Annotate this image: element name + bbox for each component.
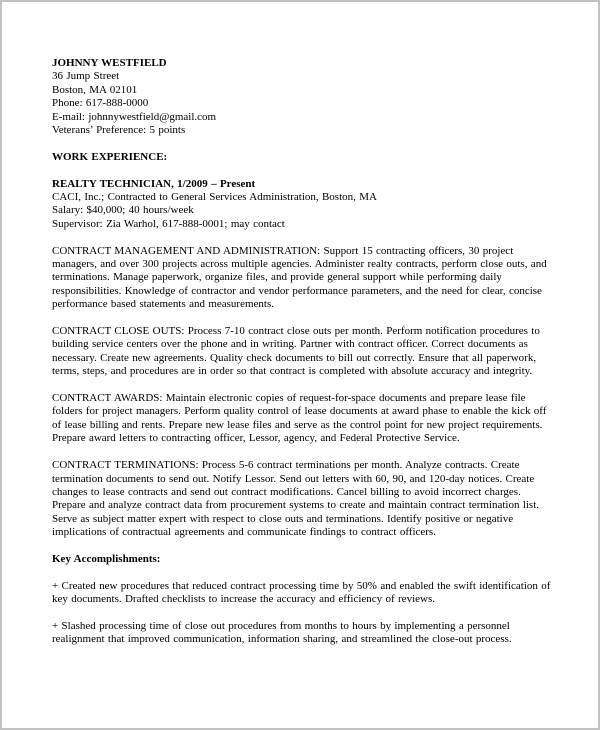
address-city: Boston, MA 02101 (52, 83, 138, 96)
job-salary-line: Salary: $40,000; 40 hours/week (52, 204, 194, 217)
paragraph-contract-awards: CONTRACT AWARDS: Maintain electronic copies of request-for-space documents and prepare lease file folders for project managers. Perform quality control of lease documents at award phase to enable the kick off of lease billing and rents. Prepare new lease files and serve as the control point for new project requirements. Prepare award letters to contracting officer, Lessor, agency, and Federal Protective Service. (52, 392, 547, 445)
phone-line: Phone: 617-888-0000 (52, 97, 149, 110)
paragraph-contract-management: CONTRACT MANAGEMENT AND ADMINISTRATION: Support 15 contracting officers, 30 project managers, and over 300 projects across multiple agencies. Administer realty contracts, perform close outs, and terminations. Manage paperwork, organize files, and provide general support while performing daily responsibilities. Knowledge of contractor and vendor performance parameters, and the need for clear, concise performance based statements and measurements. (52, 244, 547, 311)
email-line: E-mail: johnnywestfield@gmail.com (52, 110, 217, 123)
job-title-line: REALTY TECHNICIAN, 1/2009 – Present (52, 177, 256, 190)
contact-header (52, 57, 554, 137)
key-accomplishments-heading: Key Accomplishments: (52, 552, 161, 565)
accomplishment-item-2: + Slashed processing time of close out procedures from months to hours by implementing a personnel realignment that improved communication, information sharing, and streamlined the close-out process. (52, 619, 512, 646)
candidate-name: JOHNNY WESTFIELD (52, 57, 167, 69)
job-supervisor-line: Supervisor: Zia Warhol, 617-888-0001; may contact (52, 217, 285, 230)
accomplishment-item-1: + Created new procedures that reduced contract processing time by 50% and enabled the swift identification of key documents. Drafted checklists to increase the accuracy and efficiency of reviews. (52, 579, 551, 606)
veterans-preference-line: Veterans’ Preference: 5 points (52, 124, 186, 137)
paragraph-contract-close-outs: CONTRACT CLOSE OUTS: Process 7-10 contract close outs per month. Perform notification procedures to building service centers over the phone and in writing. Partner with contract officer. Correct documents as necessary. Create new agreements. Quality check documents to bill out correctly. Ensure that all paperwork, terms, steps, and procedures are in order so that contract is completed with absolute accuracy and integrity. (52, 325, 540, 378)
job-summary (52, 178, 554, 232)
paragraph-contract-terminations: CONTRACT TERMINATIONS: Process 5-6 contract terminations per month. Analyze contracts. Create termination documents to send out. Notify Lessor. Send out letters with 60, 90, and 120-day notices. Create changes to lease contracts and send out contract modifications. Cancel billing to avoid incorrect charges. Prepare and analyze contract data from procurement systems to create and maintain contract termination list. Serve as subject matter expert with respect to close outs and terminations. Identify positive or negative implications of contractual agreements and communicate findings to contract officers. (52, 459, 540, 539)
work-experience-heading: WORK EXPERIENCE: (52, 150, 168, 163)
address-street: 36 Jump Street (52, 70, 120, 83)
job-company-line: CACI, Inc.; Contracted to General Services Administration, Boston, MA (52, 191, 377, 204)
